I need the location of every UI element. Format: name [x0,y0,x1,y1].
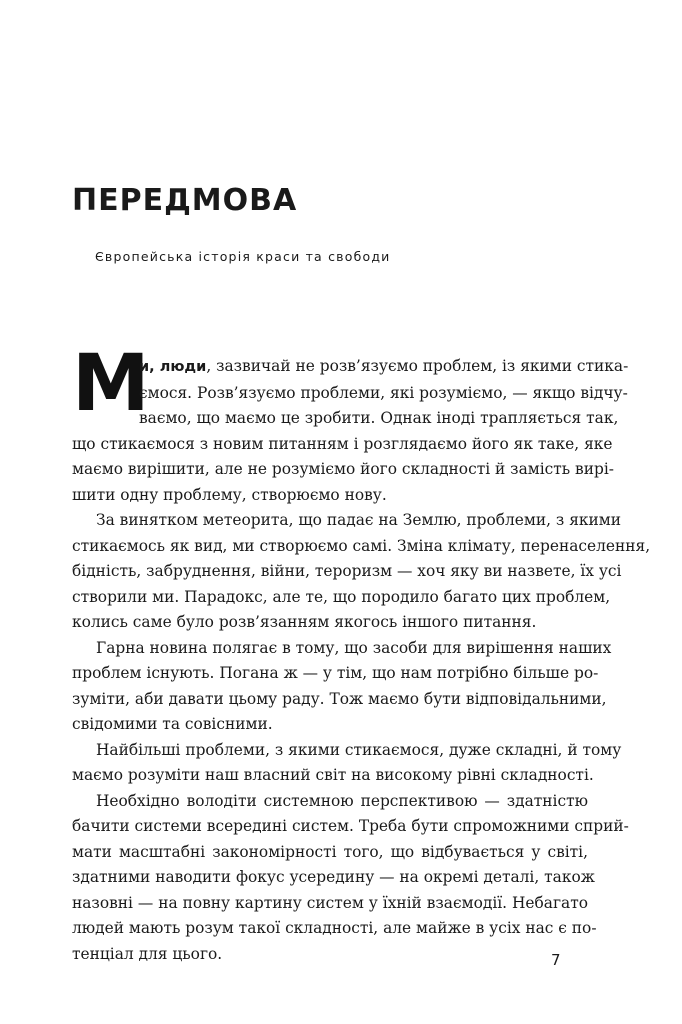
text-line: Найбільші проблеми, з якими стикаємося, дуже складні, й тому [96,740,622,759]
text-line: колись саме було розв’язанням якогось іншого питання. [72,613,537,631]
text-line: ваємо, що маємо це зробити. Однак іноді трапляється так, [139,409,619,427]
text-line: здатними наводити фокус усередину — на окремі деталі, також [72,868,595,886]
text-line: За винятком метеорита, що падає на Землю, проблеми, з якими [96,511,622,529]
paragraph [72,738,622,789]
text-line: Необхідно володіти системною перспективою — здатністю [96,791,588,810]
text-line: людей мають розум такої складності, але майже в усіх нас є по- [72,919,597,937]
lead-in: и, люди [139,359,207,375]
text-line: зуміти, аби давати цьому раду. Тож маємо бути відповідальними, [72,689,607,708]
text-line: свідомими та совісними. [72,715,273,733]
text-line: маємо вирішити, але не розуміємо його складності й замість вирі- [72,460,614,478]
text-line: мати масштабні закономірності того, що відбувається у світі, [72,842,588,861]
body-text [72,354,651,967]
text-line: шити одну проблему, створюємо нову. [72,485,387,504]
paragraph [72,636,612,738]
text-line: назовні — на повну картину систем у їхній взаємодії. Небагато [72,893,588,912]
first-line-rest: , зазвичай не розв’язуємо проблем, із якими стика- [206,357,629,375]
paragraph [72,508,651,636]
text-line: що стикаємося з новим питанням і розглядаємо його як таке, яке [72,434,613,453]
text-line [72,354,629,381]
text-line: Гарна новина полягає в тому, що засоби для вирішення наших [96,638,612,657]
text-line: бачити системи всередині систем. Треба бути спроможними сприй- [72,817,629,835]
text-line: тенціал для цього. [72,944,223,963]
text-line: ємося. Розв’язуємо проблеми, які розуміємо, — якщо відчу- [139,383,628,402]
chapter-subtitle: Європейська історія краси та свободи [95,249,391,264]
drop-cap: М [72,339,150,429]
text-line: бідність, забруднення, війни, тероризм — хоч яку ви назвете, їх усі [72,562,622,580]
text-line: маємо розуміти наш власний світ на високому рівні складності. [72,766,594,784]
text-line: створили ми. Парадокс, але те, що породило багато цих проблем, [72,587,611,606]
text-line: стикаємось як вид, ми створюємо самі. Зміна клімату, перенаселення, [72,536,651,555]
text-line: проблем існують. Погана ж — у тім, що нам потрібно більше ро- [72,664,599,682]
chapter-title: ПЕРЕДМОВА [72,183,298,218]
page-number: 7 [551,951,561,969]
paragraph [72,381,628,509]
paragraph [72,789,629,968]
